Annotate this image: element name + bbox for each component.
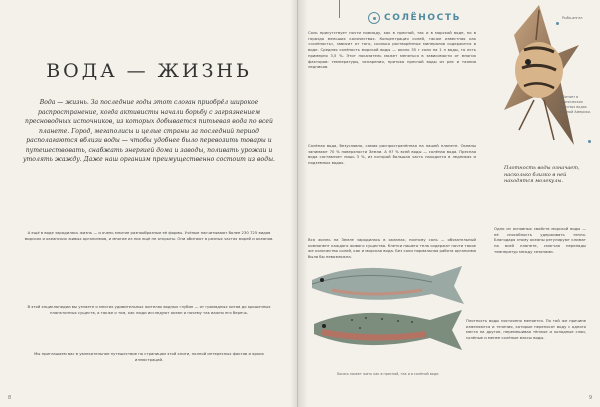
angelfish-illustration xyxy=(484,0,594,150)
salmon-illustration xyxy=(302,258,472,368)
page-title: ВОДА — ЖИЗНЬ xyxy=(46,60,252,82)
salmon-caption: Лосось может жить как в пресной, так и в солёной воде. xyxy=(336,372,440,376)
side-lead-text: Плотность воды означает, насколько близко в ней находятся молекулы. xyxy=(504,165,580,185)
section-line xyxy=(339,0,340,18)
angelfish-caption-detail: Обитает в тропических пресных водах Южной Америки. xyxy=(560,95,591,114)
angelfish-caption: Рыба-ангел xyxy=(562,16,583,20)
caption-marker-icon xyxy=(588,140,591,143)
side-text: Одно из основных свойств морской воды — её способность удерживать тепло. Благодаря этому океаны регулируют климат на всей планете, смягчая перепады температур между сезонами. xyxy=(494,226,586,254)
body-paragraph: А ещё в воде зародилась жизнь — и очень многие разнообразные её формы. Учёные насчитывают более 230 725 видов морских и океанских живых организмов, и многие из них ещё не открыты. Они обитают в разных частях морей и океанов. xyxy=(24,230,274,242)
section-header xyxy=(368,12,461,24)
section-marker-icon xyxy=(368,12,380,24)
body-text: Солёная вода, безусловно, самая распространённая на нашей планете. Океаны занимают 70 % поверхности Земли. А 97 % всей воды — солёная вода. Пресная вода составляет лишь 3 %, из которой большая часть находится в ледниках и подземных водах. xyxy=(308,143,476,166)
left-page xyxy=(0,0,298,407)
intro-text: Вода — жизнь. За последние годы этот слоган приобрёл широкое распространение, когда активисты начали борьбу с загрязнением пресноводных источников, из которых добывается питьевая вода по всей планете. Город, мегаполисы и целые страны за последний период располагаются вблизи воды — чтобы удобнее было перевозить товары и путешествовать, снабжать энергией дома и заводы, поливать урожаи и утолять жажду. Даже наш организм преимущественно состоит из воды. xyxy=(22,99,275,163)
section-title: СОЛЁНОСТЬ xyxy=(384,13,462,23)
side-text: Плотность воды постоянно меняется. По той же причине изменяются и течения, которые переносят воду с одного места на другое, перемешивая тёплые и холодные слои, солёные и менее солёные массы воды. xyxy=(466,318,586,341)
caption-marker-icon xyxy=(556,22,559,25)
body-paragraph: Мы приглашаем вас в увлекательное путешествие по страницам этой книги, полной интересных фактов и ярких иллюстраций. xyxy=(34,351,264,363)
page-number: 8 xyxy=(8,395,12,401)
body-text: Вся жизнь на Земле зародилась в океанах, поэтому соль — обязательный компонент каждого живого существа. Клетки нашего тела содержат почти такое же количество солей, как и морская вода. Без соли нормальная работа организма была бы невозможна. xyxy=(308,237,476,260)
page-number: 9 xyxy=(588,395,592,401)
body-text: Соль присутствует почти повсюду, как в пресной, так и в морской воде, но в гораздо меньших количествах. Концентрация солей, также известная как «солёность», зависит от того, сколько растворённых минералов содержится в воде. Средняя солёность морской воды — около 35 г соли на 1 л воды, то есть примерно 3,5 %. Этот показатель может меняться в зависимости от многих факторов: температуры, испарения, притока пресной воды из рек и таяния ледников. xyxy=(308,30,476,70)
right-page xyxy=(298,0,600,407)
body-paragraph: В этой энциклопедии вы узнаете о многих удивительных жителях водных глубин — от громадных китов до крошечных планктонных существ, а также о том, как люди исследуют океан и почему так важно его беречь. xyxy=(27,304,271,316)
